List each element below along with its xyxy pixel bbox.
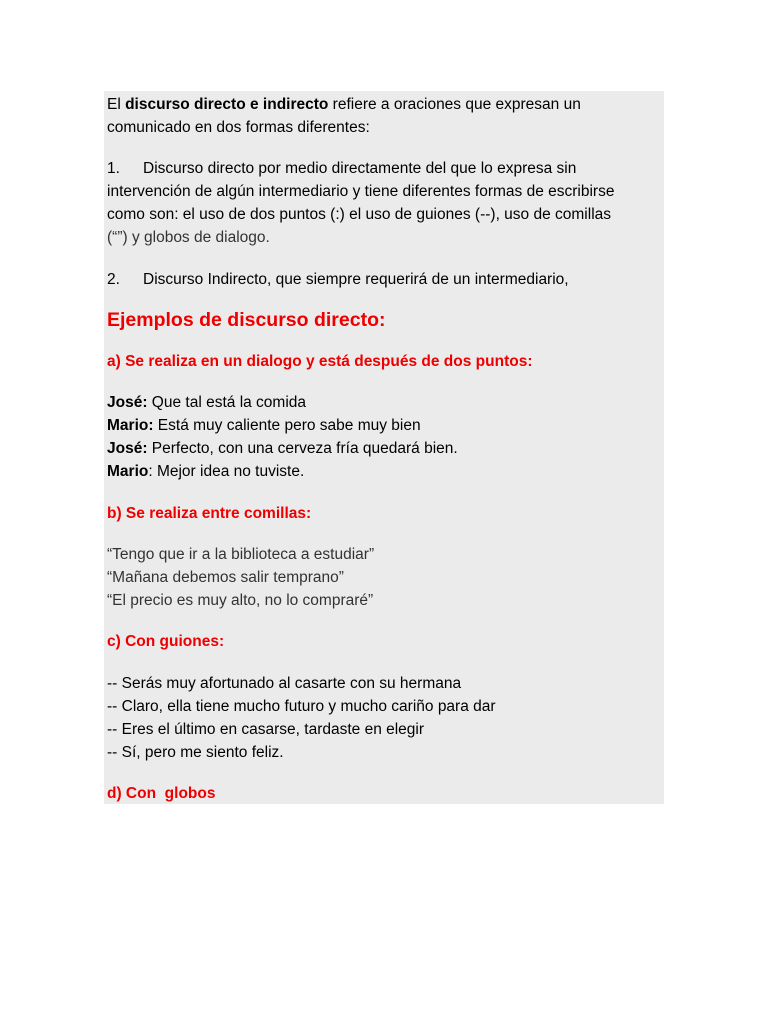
examples-heading: Ejemplos de discurso directo: (107, 309, 386, 331)
section-c-heading: c) Con guiones: (107, 633, 225, 650)
section-c-dashes (107, 672, 663, 764)
list-number-1: 1. (107, 160, 120, 177)
section-a-heading: a) Se realiza en un dialogo y está después de dos puntos: (107, 353, 533, 370)
dialogue-speaker: Mario: (107, 417, 154, 434)
list-item-1 (107, 157, 663, 249)
quote-line: “Mañana debemos salir temprano” (107, 569, 344, 586)
intro-prefix: El (107, 96, 126, 113)
dialogue-line (107, 414, 663, 437)
item1-line-3: como son: el uso de dos puntos (:) el uso de guiones (--), uso de comillas (107, 206, 612, 223)
intro-line-2: comunicado en dos formas diferentes: (107, 119, 370, 136)
dialogue-line (107, 391, 663, 414)
dialogue-text: : Mejor idea no tuviste. (148, 463, 305, 480)
list-item-2 (107, 268, 663, 291)
quote-line: “El precio es muy alto, no lo compraré” (107, 592, 374, 609)
quote-line: “Tengo que ir a la biblioteca a estudiar” (107, 546, 375, 563)
dialogue-speaker: José: (107, 440, 148, 457)
intro-bold-term: discurso directo e indirecto (125, 96, 329, 113)
section-b-quotes (107, 543, 663, 612)
section-b-heading: b) Se realiza entre comillas: (107, 505, 312, 522)
dialogue-text: Está muy caliente pero sabe muy bien (153, 417, 421, 434)
item1-line-2: intervención de algún intermediario y tiene diferentes formas de escribirse (107, 183, 615, 200)
dialogue-text: Perfecto, con una cerveza fría quedará bien. (147, 440, 458, 457)
dialogue-line (107, 460, 663, 483)
item2-text: Discurso Indirecto, que siempre requerirá de un intermediario, (143, 271, 569, 288)
dash-line: -- Serás muy afortunado al casarte con su hermana (107, 675, 462, 692)
dialogue-speaker: Mario (107, 463, 149, 480)
dash-line: -- Sí, pero me siento feliz. (107, 744, 284, 761)
dash-line: -- Claro, ella tiene mucho futuro y mucho cariño para dar (107, 698, 496, 715)
dash-line: -- Eres el último en casarse, tardaste en elegir (107, 721, 425, 738)
dialogue-speaker: José: (107, 394, 148, 411)
dialogue-text: Que tal está la comida (147, 394, 307, 411)
list-number-2: 2. (107, 271, 120, 288)
intro-paragraph (107, 93, 663, 139)
intro-suffix: refiere a oraciones que expresan un (328, 96, 581, 113)
section-d-heading: d) Con globos (107, 785, 216, 802)
item1-line-4: (“”) y globos de dialogo. (107, 229, 270, 246)
dialogue-line (107, 437, 663, 460)
section-a-dialogue (107, 391, 663, 483)
item1-line-1: Discurso directo por medio directamente del que lo expresa sin (143, 160, 577, 177)
